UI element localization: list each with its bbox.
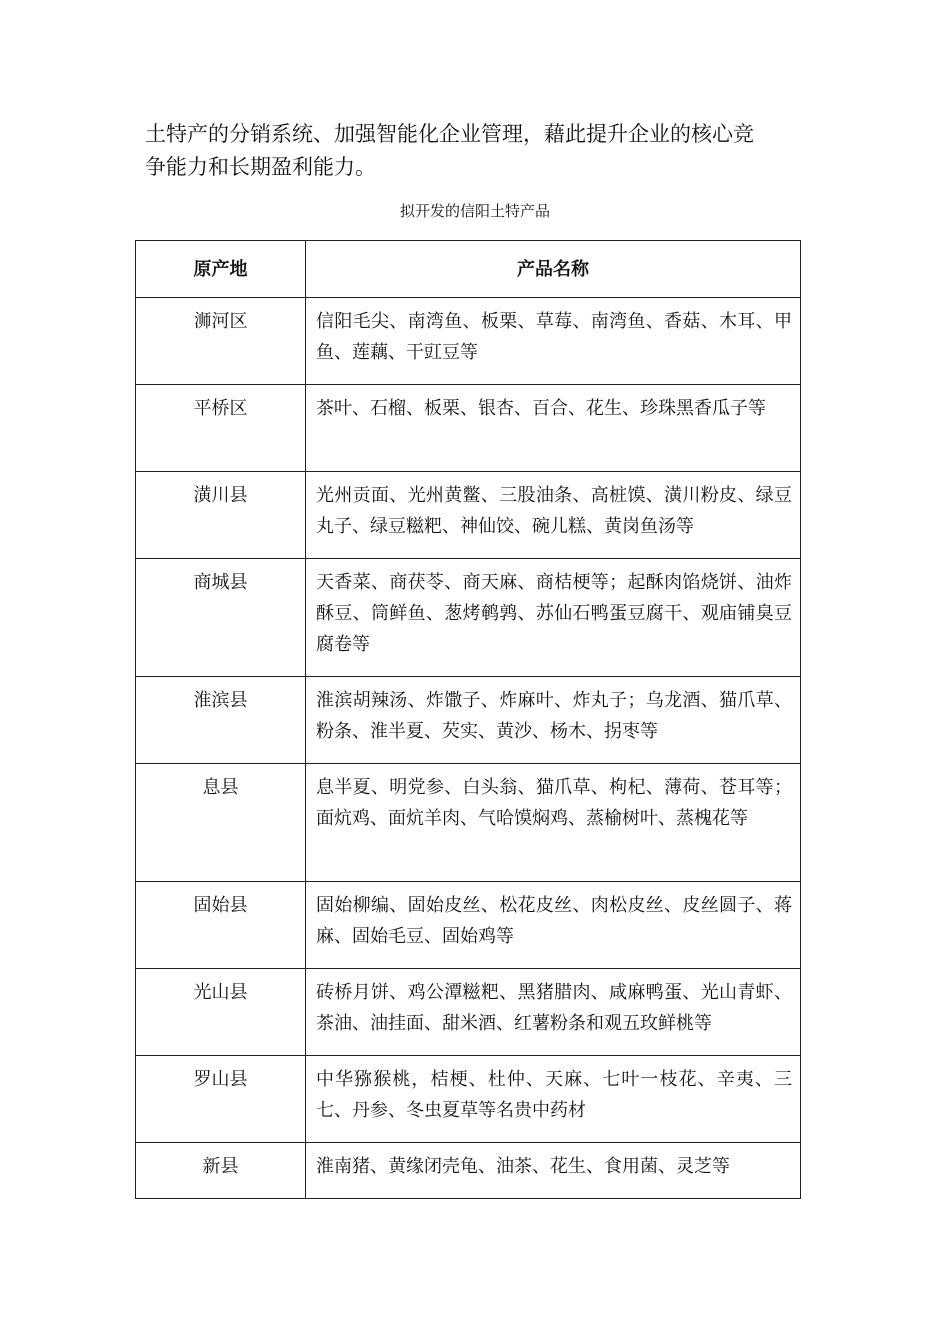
origin-cell: 固始县 bbox=[136, 882, 306, 969]
header-products: 产品名称 bbox=[306, 241, 801, 298]
origin-cell: 光山县 bbox=[136, 969, 306, 1056]
products-cell: 淮滨胡辣汤、炸馓子、炸麻叶、炸丸子；乌龙酒、猫爪草、粉条、淮半夏、芡实、黄沙、杨木、拐枣等 bbox=[306, 677, 801, 764]
table-row bbox=[136, 385, 801, 472]
origin-cell: 息县 bbox=[136, 764, 306, 882]
table-header-row bbox=[136, 241, 801, 298]
table-row bbox=[136, 882, 801, 969]
origin-cell: 新县 bbox=[136, 1143, 306, 1199]
products-cell: 息半夏、明党参、白头翁、猫爪草、枸杞、薄荷、苍耳等；面炕鸡、面炕羊肉、气哈馍焖鸡、蒸榆树叶、蒸槐花等 bbox=[306, 764, 801, 882]
intro-line-2: 争能力和长期盈利能力。 bbox=[145, 155, 376, 179]
origin-cell: 罗山县 bbox=[136, 1056, 306, 1143]
table-row bbox=[136, 559, 801, 677]
table-row bbox=[136, 677, 801, 764]
products-cell: 光州贡面、光州黄鳖、三股油条、高桩馍、潢川粉皮、绿豆丸子、绿豆糍粑、神仙饺、碗儿糕、黄岗鱼汤等 bbox=[306, 472, 801, 559]
table-row bbox=[136, 472, 801, 559]
table-row bbox=[136, 298, 801, 385]
products-cell: 信阳毛尖、南湾鱼、板栗、草莓、南湾鱼、香菇、木耳、甲鱼、莲藕、干豇豆等 bbox=[306, 298, 801, 385]
origin-cell: 潢川县 bbox=[136, 472, 306, 559]
products-cell: 茶叶、石榴、板栗、银杏、百合、花生、珍珠黑香瓜子等 bbox=[306, 385, 801, 472]
intro-line-1: 土特产的分销系统、加强智能化企业管理，藉此提升企业的核心竞 bbox=[145, 122, 754, 146]
table-row bbox=[136, 764, 801, 882]
products-cell: 砖桥月饼、鸡公潭糍粑、黑猪腊肉、咸麻鸭蛋、光山青虾、茶油、油挂面、甜米酒、红薯粉条和观五玫鲜桃等 bbox=[306, 969, 801, 1056]
products-cell: 固始柳编、固始皮丝、松花皮丝、肉松皮丝、皮丝圆子、蒋麻、固始毛豆、固始鸡等 bbox=[306, 882, 801, 969]
products-cell: 天香菜、商茯苓、商天麻、商桔梗等；起酥肉馅烧饼、油炸酥豆、筒鲜鱼、葱烤鹌鹑、苏仙石鸭蛋豆腐干、观庙铺臭豆腐卷等 bbox=[306, 559, 801, 677]
header-origin: 原产地 bbox=[136, 241, 306, 298]
origin-cell: 浉河区 bbox=[136, 298, 306, 385]
table-row bbox=[136, 1056, 801, 1143]
intro-paragraph bbox=[145, 118, 815, 184]
origin-cell: 平桥区 bbox=[136, 385, 306, 472]
products-cell: 中华猕猴桃，桔梗、杜仲、天麻、七叶一枝花、辛夷、三七、丹参、冬虫夏草等名贵中药材 bbox=[306, 1056, 801, 1143]
products-cell: 淮南猪、黄缘闭壳龟、油茶、花生、食用菌、灵芝等 bbox=[306, 1143, 801, 1199]
products-table bbox=[135, 240, 801, 1199]
origin-cell: 淮滨县 bbox=[136, 677, 306, 764]
table-row bbox=[136, 1143, 801, 1199]
table-caption: 拟开发的信阳土特产品 bbox=[399, 202, 550, 220]
origin-cell: 商城县 bbox=[136, 559, 306, 677]
table-row bbox=[136, 969, 801, 1056]
